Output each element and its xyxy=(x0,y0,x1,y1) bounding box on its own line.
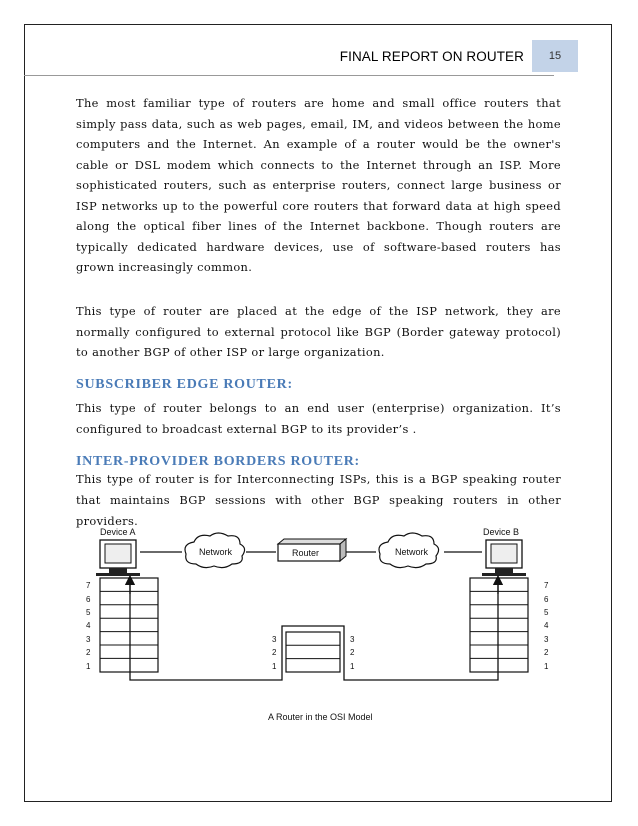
device-b-label: Device B xyxy=(483,527,520,537)
figure-caption: A Router in the OSI Model xyxy=(268,712,373,722)
layer-3-label: 3 xyxy=(544,635,549,644)
layer-5-label: 5 xyxy=(544,608,549,617)
router-label: Router xyxy=(292,548,320,558)
report-title: FINAL REPORT ON ROUTER xyxy=(339,49,524,64)
router-osi-stack xyxy=(272,632,355,672)
layer-2-label: 2 xyxy=(544,648,549,657)
device-b xyxy=(482,527,526,576)
layer-5-label: 5 xyxy=(86,608,91,617)
osi-router-diagram xyxy=(78,514,568,726)
device-a-osi-stack xyxy=(86,578,158,672)
layer-4-label: 4 xyxy=(86,621,91,630)
network-right-label: Network xyxy=(395,547,429,557)
paragraph-routers-intro: The most familiar type of routers are home and small office routers that simply pass data, such as web pages, email, IM, and videos between the home computers and the Internet. An example of a router would be the owner's cable or DSL modem which connects to the Internet through an ISP. More sophisticated routers, such as enterprise routers, connect large business or ISP networks up to the powerful core routers that forward data at high speed along the optical fiber lines of the Internet backbone. Though routers are typically dedicated hardware devices, use of software-based routers has grown increasingly common. xyxy=(76,96,561,274)
paragraph-subscriber-edge: This type of router belongs to an end user (enterprise) organization. It’s configured to broadcast external BGP to its provider’s . xyxy=(76,401,561,436)
router-layer-1-label: 1 xyxy=(272,662,277,671)
page-number: 15 xyxy=(531,40,578,72)
device-a-label: Device A xyxy=(100,527,136,537)
network-left-label: Network xyxy=(199,547,233,557)
page-header xyxy=(24,40,612,74)
layer-1-label: 1 xyxy=(544,662,549,671)
header-divider xyxy=(24,75,554,76)
layer-3-label: 3 xyxy=(86,635,91,644)
device-b-osi-stack xyxy=(470,578,549,672)
layer-4-label: 4 xyxy=(544,621,549,630)
router-layer-3-label-right: 3 xyxy=(350,635,355,644)
paragraph-inter-provider: This type of router is for Interconnecting ISPs, this is a BGP speaking router that maintains BGP sessions with other BGP speaking routers in other providers. xyxy=(76,472,561,528)
layer-6-label: 6 xyxy=(544,595,549,604)
heading-subscriber-edge-router: SUBSCRIBER EDGE ROUTER: xyxy=(76,377,293,392)
layer-2-label: 2 xyxy=(86,648,91,657)
layer-1-label: 1 xyxy=(86,662,91,671)
router-layer-1-label-right: 1 xyxy=(350,662,355,671)
layer-6-label: 6 xyxy=(86,595,91,604)
router-layer-2-label: 2 xyxy=(272,648,277,657)
device-a xyxy=(96,527,140,576)
paragraph-isp-edge: This type of router are placed at the edge of the ISP network, they are normally configured to external protocol like BGP (Border gateway protocol) to another BGP of other ISP or large organization. xyxy=(76,304,561,359)
layer-7-label: 7 xyxy=(544,581,549,590)
router-layer-2-label-right: 2 xyxy=(350,648,355,657)
heading-inter-provider-router: INTER-PROVIDER BORDERS ROUTER: xyxy=(76,454,360,469)
layer-7-label: 7 xyxy=(86,581,91,590)
router-layer-3-label: 3 xyxy=(272,635,277,644)
